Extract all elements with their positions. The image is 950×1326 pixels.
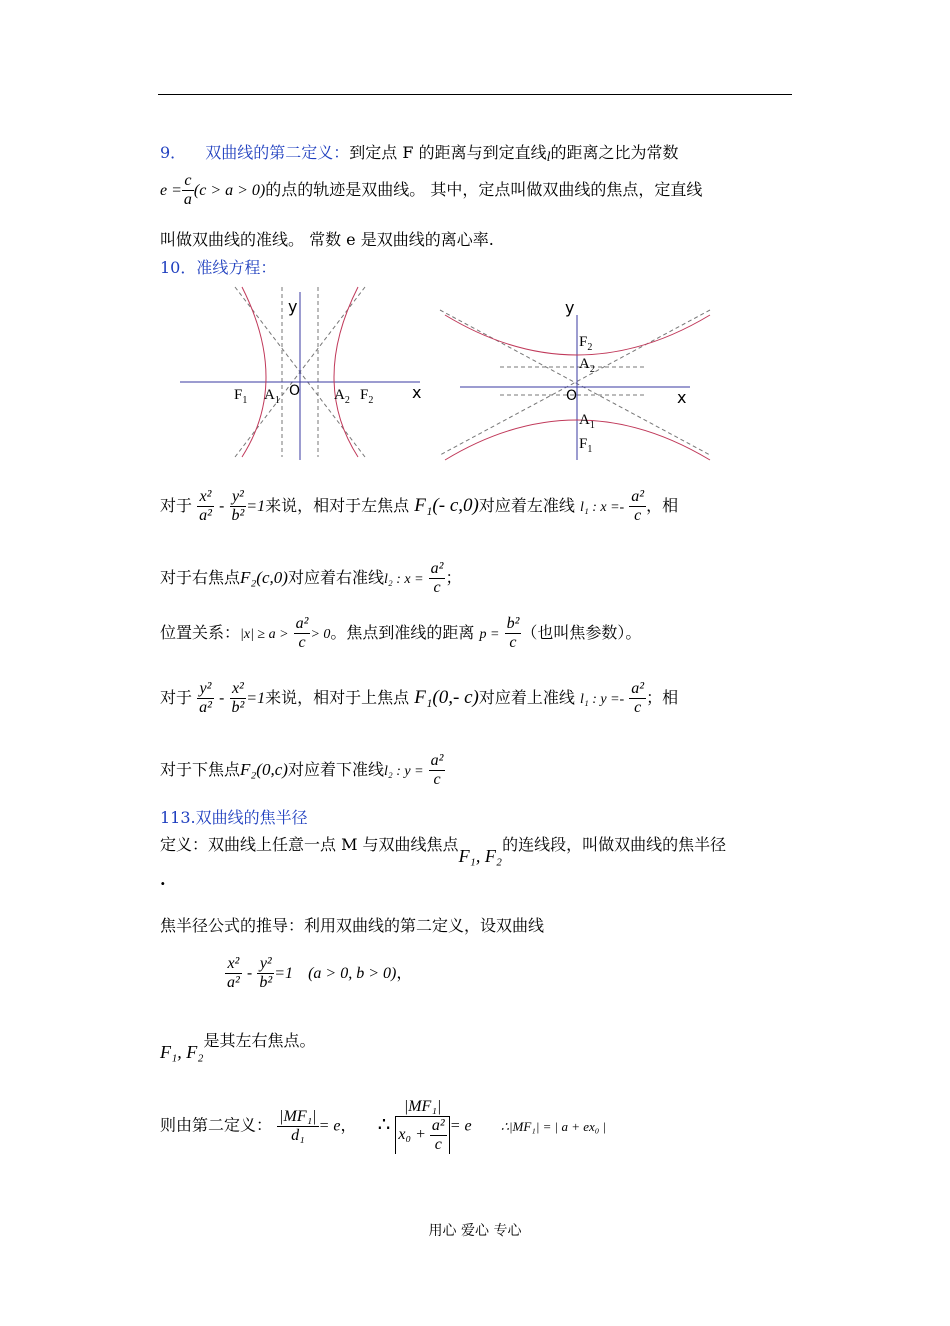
figure-horizontal-hyperbola: [180, 282, 430, 462]
p4-text1: 对于: [160, 688, 193, 707]
deriv-frac-x: $\frac{\text{x²}}{\text{a²}}$: [227, 955, 240, 991]
fig2-y-label: y: [565, 298, 575, 317]
final-frac2: |MF₁| x₀ + $\frac{\text{a²}}{c}$: [395, 1098, 449, 1154]
p4-text4: ；相: [646, 688, 679, 707]
fig1-origin: O: [289, 383, 301, 399]
deriv-minus: -: [246, 963, 253, 982]
p2-directrix: l₂ : x =: [383, 572, 424, 587]
final-eq2: = e: [449, 1117, 472, 1135]
e-num: c: [184, 172, 192, 189]
header-rule: [158, 94, 792, 95]
final-result: ∴|MF₁| = | a + ex₀ |: [500, 1118, 607, 1134]
svg-text:A2: $A_2$: [579, 356, 595, 375]
p4-frac-x: $\frac{\text{x²}}{\text{b²}}$: [231, 680, 245, 716]
p2-focus: F₂(c,0): [240, 568, 288, 587]
final-therefore: ∴: [377, 1111, 391, 1136]
deriv-foci: F₁, F₂: [160, 1042, 204, 1062]
def-foci: F₁, F₂: [458, 846, 503, 866]
p1-directrix: l₁ : x =-: [579, 500, 625, 515]
directrix-left-line: [160, 488, 678, 525]
p5-text1: 对于下焦点: [160, 760, 241, 779]
p4-frac-dir: $\frac{\text{a²}}{c}$: [631, 680, 645, 716]
deriv-cond: (a > 0, b > 0): [308, 965, 397, 982]
svg-text:F1: $F_1$: [579, 436, 593, 455]
p1-text4: ，相: [646, 496, 679, 515]
hyperbola-equation: [225, 955, 412, 992]
p3-gt: > 0: [310, 627, 331, 642]
sec9-l: l: [546, 150, 551, 165]
p2-text2: 对应着右准线: [287, 568, 384, 587]
p3-relation: |x| ≥ a >: [240, 627, 289, 642]
p1-frac-y: $\frac{\text{y²}}{\text{b²}}$: [231, 488, 245, 524]
svg-text:A1: $A_1$: [579, 412, 595, 431]
p4-focus: F₁(0,- c): [414, 687, 479, 708]
e-den: a: [183, 191, 192, 208]
sec9-line1: [160, 140, 678, 166]
p5-focus: F₂(0,c): [240, 760, 288, 779]
p1-focus: F₁(- c,0): [414, 495, 479, 516]
p3-text2: 。焦点到准线的距离: [330, 623, 475, 642]
p3-frac-p: $\frac{\text{b²}}{c}$: [506, 615, 520, 651]
def-text1: 定义：双曲线上任意一点 M 与双曲线焦点: [160, 835, 459, 854]
deriv-text1: 焦半径公式的推导：利用双曲线的第二定义，设双曲线: [160, 916, 545, 935]
sec9-text1-end: 的距离之比为常数: [550, 143, 679, 162]
p2-text3: ；: [445, 568, 462, 587]
fig1-x-label: x: [412, 383, 422, 402]
def-text2: 的连线段，叫做双曲线的焦半径: [502, 835, 727, 854]
directrix-right-line: [160, 560, 461, 597]
e-cond: (c > a > 0): [193, 182, 266, 199]
sec113-title: 113.双曲线的焦半径: [160, 808, 308, 827]
p1-text2: 来说，相对于左焦点: [265, 496, 410, 515]
deriv-frac-y: $\frac{\text{y²}}{\text{b²}}$: [259, 955, 273, 991]
definition-line: [160, 832, 727, 866]
sec9-number: 9．: [160, 143, 187, 162]
final-comma: ，: [340, 1115, 357, 1135]
deriv-text2: 是其左右焦点。: [203, 1031, 316, 1050]
deriv-comma: ，: [396, 963, 413, 982]
p1-frac-x: $\frac{\text{x²}}{\text{a²}}$: [199, 488, 212, 524]
p4-directrix: l₁ : y =-: [579, 692, 625, 707]
svg-text:A2: $A_2$: [334, 387, 350, 406]
p4-minus: -: [219, 688, 225, 707]
p4-text3: 对应着上准线: [478, 688, 575, 707]
p4-frac-y: $\frac{\text{y²}}{\text{a²}}$: [199, 680, 212, 716]
sec9-line3: 叫做双曲线的准线。 常数 e 是双曲线的离心率.: [160, 230, 494, 249]
p4-text2: 来说，相对于上焦点: [265, 688, 410, 707]
fig1-y-label: y: [288, 297, 298, 316]
foci-line: [160, 1028, 316, 1062]
svg-text:F2: $F_2$: [360, 387, 374, 406]
svg-text:F1: $F_1$: [234, 387, 248, 406]
directrix-lower-line: [160, 752, 445, 789]
p3-text3: （也叫焦参数）。: [521, 623, 642, 642]
figure-vertical-hyperbola: [430, 295, 720, 465]
e-lhs: e =: [160, 182, 182, 199]
p4-eq: =1: [246, 690, 266, 707]
deriv-eq: =1: [274, 965, 293, 982]
p3-text1: 位置关系：: [160, 623, 241, 642]
sec9-text2: 的点的轨迹是双曲线。 其中，定点叫做双曲线的焦点，定直线: [265, 180, 703, 199]
p5-frac: $\frac{\text{a²}}{c}$: [430, 752, 444, 788]
p5-directrix: l₂ : y =: [383, 764, 424, 779]
p3-frac-r: $\frac{\text{a²}}{c}$: [295, 615, 309, 651]
p1-eq: =1: [246, 498, 266, 515]
sec9-text1: 到定点 F 的距离与到定直线: [349, 143, 547, 162]
fig2-origin: O: [566, 388, 578, 404]
p3-p: p =: [479, 627, 500, 642]
def-dot: .: [160, 870, 166, 889]
final-frac1: $\frac{\text{|MF₁|}}{\text{d₁}}$: [279, 1107, 317, 1144]
final-text1: 则由第二定义：: [160, 1115, 273, 1135]
e-fraction: [182, 172, 194, 209]
p1-text3: 对应着左准线: [478, 496, 575, 515]
sec10-title: 10．准线方程：: [160, 258, 277, 277]
fig2-x-label: x: [677, 388, 687, 407]
final-eq1: = e: [318, 1117, 341, 1135]
p5-text2: 对应着下准线: [287, 760, 384, 779]
directrix-upper-line: [160, 680, 678, 717]
svg-text:F2: $F_2$: [579, 334, 593, 353]
sec9-line2: [160, 172, 702, 209]
p2-frac: $\frac{\text{a²}}{c}$: [430, 560, 444, 596]
page-footer: 用心 爱心 专心: [428, 1223, 522, 1239]
svg-text:A1: $A_1$: [264, 387, 280, 406]
second-definition-derivation: [160, 1098, 606, 1154]
position-relation-line: [160, 615, 641, 652]
p2-text1: 对于右焦点: [160, 568, 241, 587]
p1-minus: -: [219, 496, 225, 515]
p1-frac-dir: $\frac{\text{a²}}{c}$: [631, 488, 645, 524]
p1-text1: 对于: [160, 496, 193, 515]
fig1-labels: [234, 387, 373, 406]
sec9-title: 双曲线的第二定义：: [205, 143, 350, 162]
asymptotes: [440, 310, 710, 455]
